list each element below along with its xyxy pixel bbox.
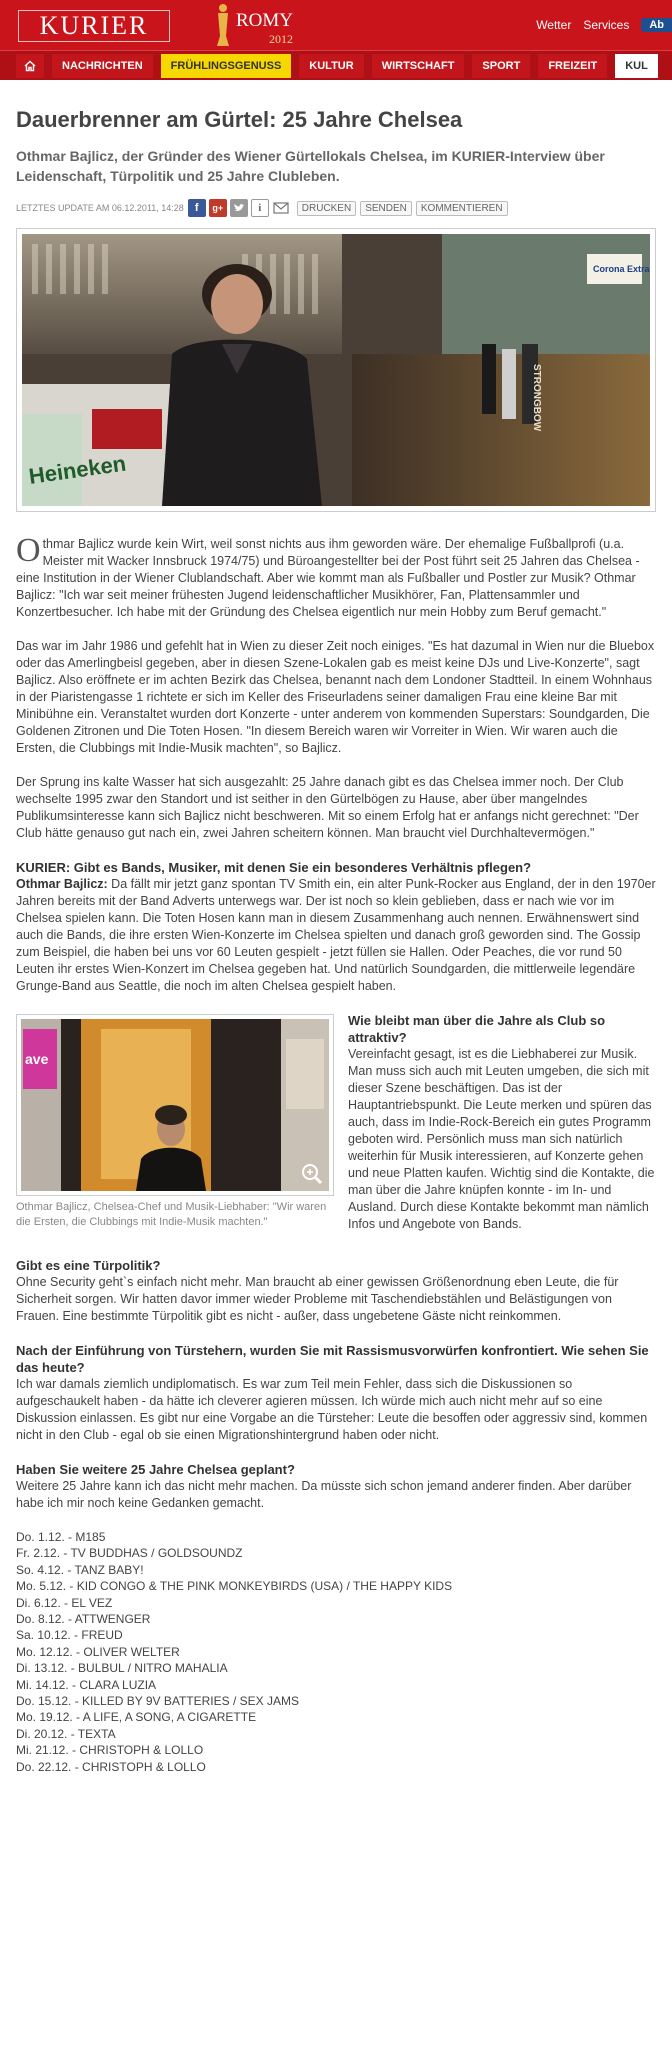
figure-caption: Othmar Bajlicz, Chelsea-Chef und Musik-Liebhaber: "Wir waren die Ersten, die Clubbings mit Indie-Musik machten." [16, 1201, 327, 1228]
corona-label: Corona Extra [593, 264, 650, 274]
answer-1: Da fällt mir jetzt ganz spontan TV Smith ein, ein alter Punk-Rocker aus England, der in den 1970er Jahren bereits mit der Band Adverts unterwegs war. Der ist noch so klein geblieben, dass er nach wie vor im Chelsea spielen kann. Die Toten Hosen kann man in diesem Zusammenhang auch nennen. Erwähnenswert sind auch die Bands, die ihre ersten Wien-Konzerte im Chelsea spielten und danach groß geworden sind. The Gossip zum Beispiel, die haben bei uns vor 60 Leuten gespielt - jetzt füllen sie Hallen. Oder Peaches, die vor rund 50 Leuten ihr erstes Wien-Konzert im Chelsea gegeben hat. Und natürlich Soundgarden, die mittlerweile legendäre Grunge-Band aus Seattle, die noch im alten Chelsea gespielt haben. [16, 877, 656, 993]
google-plus-icon[interactable]: g+ [209, 199, 227, 217]
romy-year: 2012 [269, 32, 294, 46]
heineken-label: Heineken [27, 450, 128, 489]
event-item: Di. 13.12. - BULBUL / NITRO MAHALIA [16, 1661, 228, 1676]
send-button[interactable]: SENDEN [360, 201, 412, 216]
romy-logo[interactable] [236, 12, 293, 48]
question-5: Haben Sie weitere 25 Jahre Chelsea geplant? [16, 1462, 295, 1477]
top-bar [0, 0, 672, 50]
event-item: Mo. 12.12. - OLIVER WELTER [16, 1644, 180, 1659]
zoom-icon[interactable] [301, 1163, 323, 1185]
answer-5: Weitere 25 Jahre kann ich das nicht mehr machen. Da müsste sich schon jemand anderer finden. Aber darüber habe ich mir noch keine Gedanken gemacht. [16, 1479, 632, 1510]
event-item: Di. 6.12. - EL VEZ [16, 1595, 113, 1610]
nav-kultur[interactable]: KULTUR [299, 54, 363, 78]
kurier-logo[interactable]: KURIER [18, 10, 170, 42]
hero-image [16, 228, 656, 512]
facebook-icon[interactable]: f [188, 199, 206, 217]
interview-block-3 [16, 1257, 656, 1325]
paragraph-1 [16, 532, 656, 621]
event-item: So. 4.12. - TANZ BABY! [16, 1562, 144, 1577]
event-item: Do. 8.12. - ATTWENGER [16, 1612, 151, 1627]
article-meta [16, 198, 656, 218]
main-nav [0, 50, 672, 80]
event-item: Do. 1.12. - M185 [16, 1530, 106, 1544]
nav-nachrichten[interactable]: NACHRICHTEN [52, 54, 153, 78]
top-links [536, 18, 672, 32]
print-button[interactable]: DRUCKEN [297, 201, 356, 216]
link-wetter[interactable]: Wetter [536, 18, 572, 32]
interview-block-2 [16, 1012, 656, 1240]
nav-fruehlingsgenuss[interactable]: FRÜHLINGSGENUSS [161, 54, 292, 78]
event-item: Fr. 2.12. - TV BUDDHAS / GOLDSOUNDZ [16, 1546, 243, 1561]
strongbow-label: STRONGBOW [531, 364, 542, 432]
twitter-icon[interactable] [230, 199, 248, 217]
answer-3: Ohne Security geht`s einfach nicht mehr. Man braucht ab einer gewissen Größenordnung eben Leute, die für Sicherheit sorgen. Wir hatten davor immer wieder Probleme mit Taschendiebstählen und Belästigungen von Frauen. Eine bestimmte Türpolitik gibt es nicht - außer, dass ungebetene Gäste nicht reinkommen. [16, 1275, 619, 1323]
event-item: Mo. 19.12. - A LIFE, A SONG, A CIGARETTE [16, 1710, 257, 1725]
romy-title: ROMY [236, 10, 294, 31]
event-item: Do. 15.12. - KILLED BY 9V BATTERIES / SEX JAMS [16, 1694, 300, 1709]
event-item: Mi. 21.12. - CHRISTOPH & LOLLO [16, 1743, 204, 1758]
link-services[interactable]: Services [583, 18, 630, 32]
answer-speaker: Othmar Bajlicz: [16, 877, 108, 891]
paragraph-2: Das war im Jahr 1986 und gefehlt hat in Wien zu dieser Zeit noch einiges. "Es hat dazumal in Wien nur die Bluebox oder das Amerlingbeisl gegeben, aber in diesen Szene-Lokalen gab es meist keine DJs und Live-Konzerte", sagt Bajlicz. Also eröffnete er im achten Bezirk das Chelsea, benannt nach dem Londoner Stadtteil. In einem Wohnhaus in der Piaristengasse 1 richtete er sich im Keller des Friseurladens seiner damaligen Frau eine kleine Bar mit Minibühne ein. Veranstaltet wurden dort Konzerte - unter anderem von kommenden Superstars: Soundgarden, Die Goldenen Zitronen und Die Toten Hosen. "In diesem Bereich waren wir Vorreiter in Wien. Wir waren auch die Ersten, die Clubbings mit Indie-Musik machten", so Bajlicz. [16, 639, 655, 755]
hero-photo [22, 234, 650, 506]
answer-2: Vereinfacht gesagt, ist es die Liebhaberei zur Musik. Man muss sich auch mit Leuten umgeben, die sich mit dieser Szene beschäftigen. Das ist der Hauptantriebspunkt. Die Leute merken und spüren das auch, dass im Indie-Rock-Bereich ein gutes Programm geboten wird. Persönlich muss man sich natürlich weiterhin für Musik interessieren, auf Konzerte gehen und neue Platten kaufen. Wichtig sind die Kontakte, die man über die Jahre knüpfen konnte - im In- und Ausland. Durch diese Kontakte bekommt man nämlich Infos und Angebote von Bands. [348, 1047, 655, 1231]
romy-statue-icon [212, 2, 234, 48]
question-4: Nach der Einführung von Türstehern, wurden Sie mit Rassismusvorwürfen konfrontiert. Wie sehen Sie das heute? [16, 1343, 649, 1375]
inline-figure [16, 1014, 334, 1230]
figure-sign: ave [25, 1051, 49, 1067]
home-icon [24, 60, 36, 72]
answer-4: Ich war damals ziemlich undiplomatisch. Es war zum Teil mein Fehler, dass sich die Diskussionen so aufgeschaukelt haben - da hätte ich cleverer agieren müssen. Ich würde mich auch nicht mehr auf so eine Diskussion einlassen. Es gibt nur eine Vorgabe an die Türsteher: Leute die besoffen oder aggressiv sind, kommen nicht in den Club - egal ob sie einen Migrationshintergrund haben oder nicht. [16, 1377, 648, 1442]
nav-kul[interactable]: KUL [615, 54, 658, 78]
interview-block-1 [16, 859, 656, 995]
article-body [16, 532, 656, 1775]
event-list [16, 1529, 656, 1775]
paragraph-3: Der Sprung ins kalte Wasser hat sich ausgezahlt: 25 Jahre danach gibt es das Chelsea immer noch. Der Club wechselte 1995 zwar den Standort und ist seither in den Gürtelbögen zu Hause, aber über mangelndes Publikumsinteresse kann sich Bajlicz nicht beschweren. Mit so einem Erfolg hat er anfangs nicht gerechnet: "Der Club hätte genauso gut nach ein, zwei Jahren scheitern können. Man braucht viel Durchhaltevermögen." [16, 775, 639, 840]
nav-sport[interactable]: SPORT [472, 54, 530, 78]
interview-block-4 [16, 1342, 656, 1444]
article [16, 106, 656, 1775]
update-date: LETZTES UPDATE AM 06.12.2011, 14:28 [16, 203, 184, 213]
nav-freizeit[interactable]: FREIZEIT [538, 54, 607, 78]
event-item: Di. 20.12. - TEXTA [16, 1726, 116, 1741]
dropcap: O [16, 532, 41, 569]
event-item: Mo. 5.12. - KID CONGO & THE PINK MONKEYBIRDS (USA) / THE HAPPY KIDS [16, 1579, 453, 1594]
event-item: Sa. 10.12. - FREUD [16, 1628, 123, 1643]
event-item: Mi. 14.12. - CLARA LUZIA [16, 1677, 157, 1692]
article-title: Dauerbrenner am Gürtel: 25 Jahre Chelsea [16, 107, 463, 132]
mail-icon[interactable] [272, 199, 290, 217]
interview-block-5 [16, 1461, 656, 1512]
abo-button[interactable]: Ab [641, 18, 672, 32]
question-2: Wie bleibt man über die Jahre als Club so attraktiv? [348, 1013, 606, 1045]
paragraph-1-text: thmar Bajlicz wurde kein Wirt, weil sonst nichts aus ihm geworden wäre. Der ehemalige Fußballprofi (u.a. Meister mit Wacker Innsbruck 1974/75) und Büroangestellter bei der Post führt seit 25 Jahren das Chelsea - eine Institution in der Wiener Clublandschaft. Aber wie kommt man als Fußballer und Postler zur Musik? Othmar Bajlicz: "Ich war seit meiner frühesten Jugend leidenschaftlicher Musikhörer, Fan, Plattensammler und Konzertbesucher. Ich habe mit der Gründung des Chelsea eigentlich nur mein Hobby zum Beruf gemacht." [16, 537, 640, 619]
question-1: KURIER: Gibt es Bands, Musiker, mit denen Sie ein besonderes Verhältnis pflegen? [16, 860, 532, 875]
figure-photo[interactable] [21, 1019, 329, 1191]
nav-home[interactable] [16, 54, 44, 78]
event-item: Do. 22.12. - CHRISTOPH & LOLLO [16, 1759, 206, 1774]
nav-wirtschaft[interactable]: WIRTSCHAFT [372, 54, 465, 78]
info-icon[interactable]: i [251, 199, 269, 217]
question-3: Gibt es eine Türpolitik? [16, 1258, 161, 1273]
comment-button[interactable]: KOMMENTIEREN [416, 201, 508, 216]
article-lead: Othmar Bajlicz, der Gründer des Wiener Gürtellokals Chelsea, im KURIER-Interview über Leidenschaft, Türpolitik und 25 Jahre Clubleben. [16, 148, 605, 184]
